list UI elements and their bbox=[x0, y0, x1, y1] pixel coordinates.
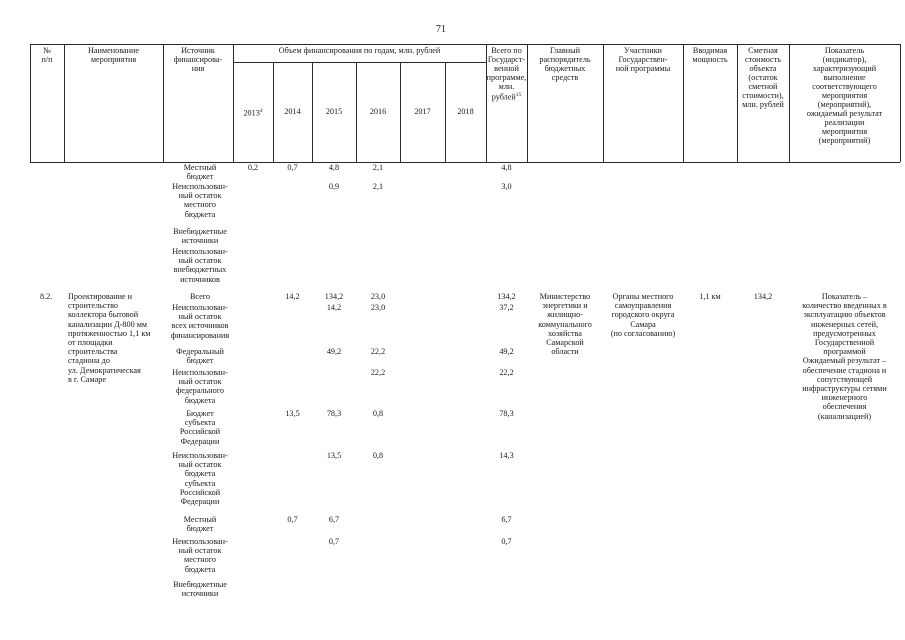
source-cell: Местный бюджет bbox=[183, 163, 217, 182]
header-name: Наименование мероприятия bbox=[87, 46, 139, 64]
value-2014: 14,2 bbox=[285, 292, 300, 301]
value-2016: 0,8 bbox=[372, 451, 384, 460]
value-2014: 13,5 bbox=[285, 409, 300, 418]
header-indicator: Показатель (индикатор), характеризующий выполнение соответствующего мероприятия (мероприятий), ожидаемый результат реализации мероприятия (мероприятий) bbox=[806, 46, 883, 145]
header-year: 2018 bbox=[457, 107, 474, 116]
value-2015: 78,3 bbox=[326, 409, 342, 418]
value-2016: 23,0 bbox=[370, 292, 386, 301]
header-year: 2013$^4$ bbox=[243, 108, 263, 118]
manager-cell: Министерство энергетики и жилищно- коммунального хозяйства Самарской области bbox=[538, 292, 592, 357]
footnote-mark: 4 bbox=[259, 108, 263, 114]
value-total: 3,0 bbox=[501, 182, 512, 191]
cost-cell: 134,2 bbox=[753, 292, 773, 301]
value-2014: 0,7 bbox=[287, 163, 298, 172]
source-cell: Неиспользован- ный остаток всех источников финансирования bbox=[170, 303, 230, 340]
value-2015: 0,9 bbox=[328, 182, 340, 191]
source-cell: Неиспользован- ный остаток внебюджетных источников bbox=[172, 247, 228, 284]
header-manager: Главный распорядитель бюджетных средств bbox=[539, 46, 591, 82]
value-2016: 0,8 bbox=[372, 409, 384, 418]
value-2016: 22,2 bbox=[370, 347, 386, 356]
item-name: Проектирование и строительство коллектора бытовой канализации Д-800 мм протяженностью 1,1 км от площадки строительства стадиона до ул. Демократическая в г. Самаре bbox=[68, 292, 151, 384]
value-total: 49,2 bbox=[499, 347, 514, 356]
value-total: 0,7 bbox=[501, 537, 512, 546]
value-2015: 49,2 bbox=[326, 347, 342, 356]
indicator-cell: Показатель – количество введенных в эксплуатацию объектов инженерных сетей, предусмотренных Государственной программой Ожидаемый результат – обеспечение стадиона и сопутствующей инфраструктуры сетями инженерного обеспечения (канализацией) bbox=[802, 292, 887, 421]
footnote-mark: 15 bbox=[515, 92, 522, 98]
capacity-cell: 1,1 км bbox=[699, 292, 721, 301]
header-year-divider bbox=[233, 62, 486, 63]
value-total: 78,3 bbox=[499, 409, 514, 418]
value-2015: 134,2 bbox=[324, 292, 344, 301]
item-number: 8.2. bbox=[40, 292, 53, 301]
value-2015: 0,7 bbox=[328, 537, 340, 546]
value-total: 6,7 bbox=[501, 515, 512, 524]
value-2016: 2,1 bbox=[372, 182, 384, 191]
source-cell: Неиспользован- ный остаток местного бюджета bbox=[172, 537, 228, 574]
participants-cell: Органы местного самоуправления городского округа Самара (по согласованию) bbox=[610, 292, 676, 338]
source-cell: Внебюджетные источники bbox=[173, 580, 227, 599]
value-2014: 0,7 bbox=[287, 515, 298, 524]
header-cost: Сметная стоимость объекта (остаток сметной стоимости), млн. рублей bbox=[742, 46, 784, 109]
value-2015: 13,5 bbox=[326, 451, 342, 460]
header-top-border bbox=[30, 44, 900, 45]
value-2015: 14,2 bbox=[326, 303, 342, 312]
source-cell: Федеральный бюджет bbox=[176, 347, 224, 366]
source-cell: Внебюджетные источники bbox=[173, 227, 227, 246]
source-cell: Неиспользован- ный остаток федерального бюджета bbox=[172, 368, 228, 405]
value-total: 4,8 bbox=[501, 163, 512, 172]
value-total: 37,2 bbox=[499, 303, 514, 312]
header-num: № п/п bbox=[41, 46, 53, 64]
header-total: Всего по Государст- венной программе, млн. рублей$^{15}$ bbox=[486, 46, 527, 102]
value-2015: 6,7 bbox=[328, 515, 340, 524]
value-2016: 2,1 bbox=[372, 163, 384, 172]
col-line bbox=[233, 44, 234, 162]
value-2016: 23,0 bbox=[370, 303, 386, 312]
page-number: 71 bbox=[436, 24, 446, 35]
value-2013: 0,2 bbox=[247, 163, 259, 172]
value-total: 22,2 bbox=[499, 368, 514, 377]
value-2015: 4,8 bbox=[328, 163, 340, 172]
col-line bbox=[900, 44, 901, 162]
header-year: 2016 bbox=[369, 107, 387, 116]
header-capacity: Вводимая мощность bbox=[692, 46, 728, 64]
header-participants: Участники Государствен- ной программы bbox=[615, 46, 671, 73]
value-2016: 22,2 bbox=[370, 368, 386, 377]
header-year: 2014 bbox=[284, 107, 301, 116]
source-cell: Неиспользован- ный остаток бюджета субъекта Российской Федерации bbox=[172, 451, 228, 507]
source-cell: Местный бюджет bbox=[183, 515, 217, 534]
header-year: 2015 bbox=[325, 107, 343, 116]
header-volume: Объем финансирования по годам, млн. рублей bbox=[278, 46, 441, 55]
value-total: 134,2 bbox=[497, 292, 516, 301]
header-source: Источник финансирова- ния bbox=[173, 46, 223, 73]
value-total: 14,3 bbox=[499, 451, 514, 460]
source-cell: Бюджет субъекта Российской Федерации bbox=[179, 409, 221, 446]
source-cell: Всего bbox=[189, 292, 211, 301]
header-year: 2017 bbox=[414, 107, 431, 116]
source-cell: Неиспользован- ный остаток местного бюджета bbox=[172, 182, 228, 219]
